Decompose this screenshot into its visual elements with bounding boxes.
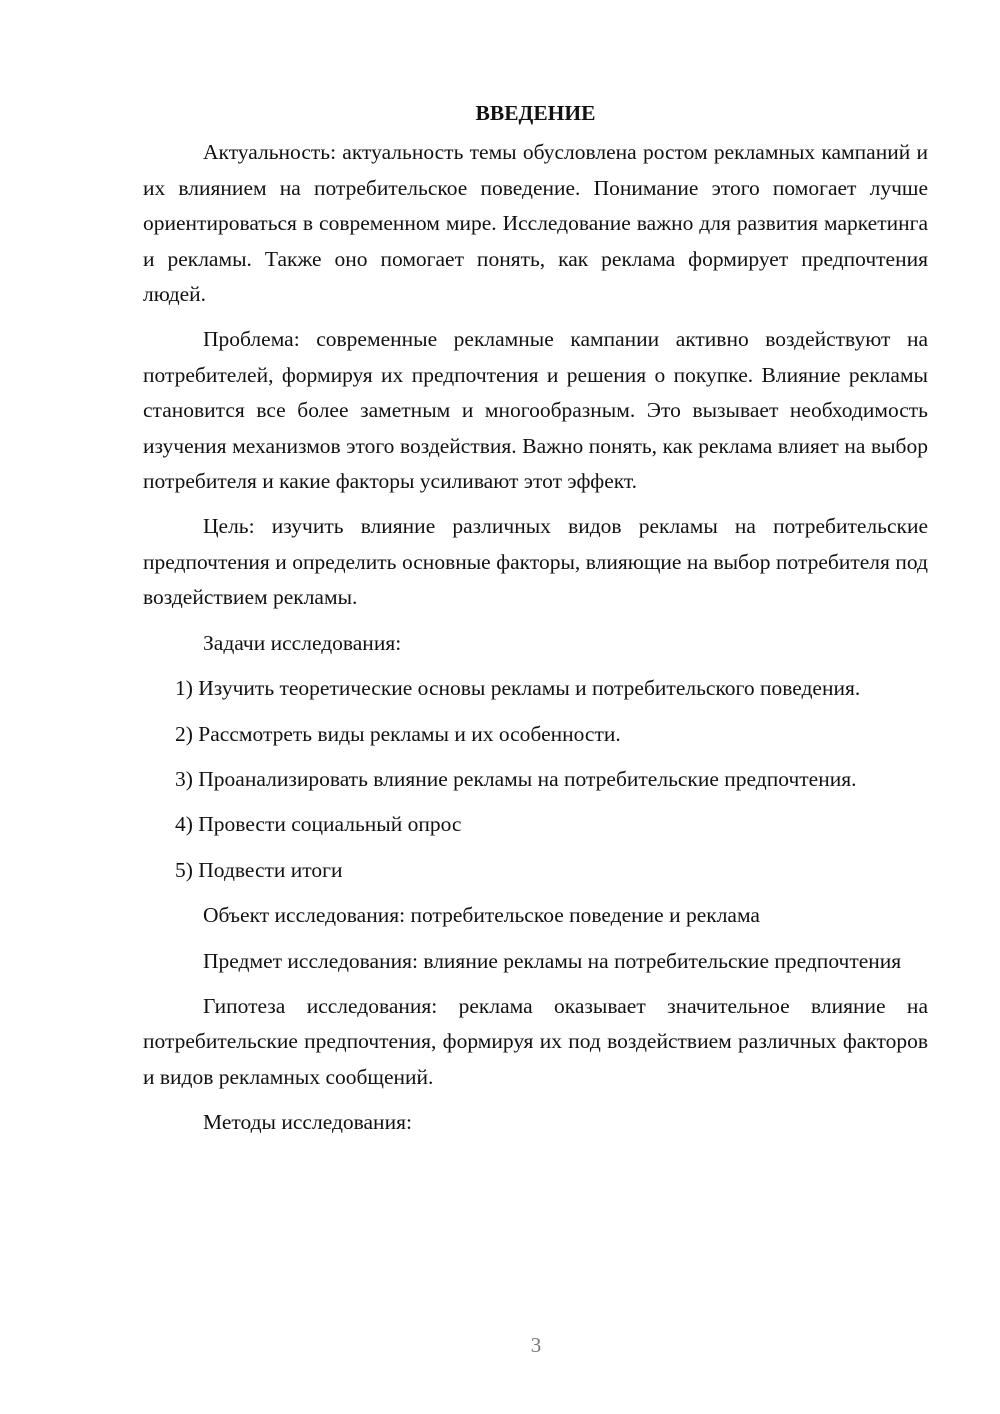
goal-paragraph: Цель: изучить влияние различных видов рекламы на потребительские предпочтения и определить основные факторы, влияющие на выбор потребителя под воздействием рекламы. [143,514,928,610]
list-item: 5) Подвести итоги [175,857,343,882]
hypothesis-paragraph: Гипотеза исследования: реклама оказывает значительное влияние на потребительские предпочтения, формируя их под воздействием различных факторов и видов рекламных сообщений. [143,993,928,1089]
tasks-list [143,671,928,888]
list-item: 4) Провести социальный опрос [175,812,462,837]
page-number: 3 [530,1333,542,1357]
tasks-heading: Задачи исследования: [203,630,402,655]
list-item: 3) Проанализировать влияние рекламы на потребительские предпочтения. [175,766,857,791]
page-content [143,96,928,1141]
relevance-paragraph: Актуальность: актуальность темы обусловлена ростом рекламных кампаний и их влиянием на потребительское поведение. Понимание этого помогает лучше ориентироваться в современном мире. Исследование важно для развития маркетинга и рекламы. Также оно помогает понять, как реклама формирует предпочтения людей. [143,140,928,307]
methods-heading: Методы исследования: [203,1110,412,1135]
object-paragraph: Объект исследования: потребительское поведение и реклама [203,903,760,928]
page-title: ВВЕДЕНИЕ [475,101,596,125]
list-item: 1) Изучить теоретические основы рекламы и потребительского поведения. [175,676,861,701]
list-item: 2) Рассмотреть виды рекламы и их особенности. [175,721,621,746]
subject-paragraph: Предмет исследования: влияние рекламы на потребительские предпочтения [203,948,902,973]
problem-paragraph: Проблема: современные рекламные кампании активно воздействуют на потребителей, формируя их предпочтения и решения о покупке. Влияние рекламы становится все более заметным и многообразным. Это вызывает необходимость изучения механизмов этого воздействия. Важно понять, как реклама влияет на выбор потребителя и какие факторы усиливают этот эффект. [143,327,928,494]
